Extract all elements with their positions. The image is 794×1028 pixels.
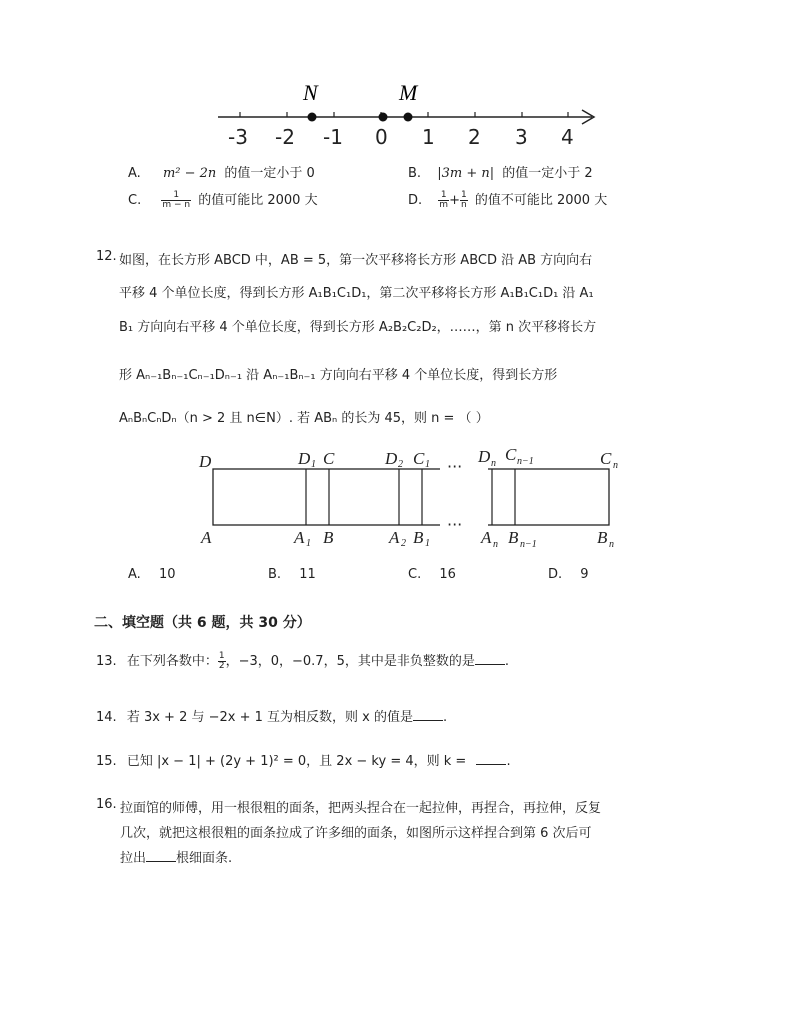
label-d2-sub: 2	[398, 459, 403, 470]
label-dn-sub: n	[491, 458, 496, 469]
bottom-dots: ···	[447, 515, 463, 534]
tick-label: -1	[323, 125, 343, 149]
question-text: 根细面条.	[176, 851, 233, 866]
label-c1: C	[413, 449, 425, 468]
fraction-numerator: 1	[460, 190, 467, 200]
tick-label: 0	[375, 125, 388, 149]
fraction	[161, 191, 191, 210]
rectangle-outline	[213, 469, 609, 525]
label-bn1: B	[508, 528, 519, 547]
point-m-label: M	[399, 80, 418, 105]
top-vertex-labels	[198, 445, 618, 471]
q12-line-1: 如图，在长方形 ABCD 中，AB = 5，第一次平移将长方形 ABCD 沿 AB 方向向右	[119, 253, 593, 268]
tick-label: 4	[561, 125, 574, 149]
fraction-numerator: 1	[218, 651, 225, 661]
label-d2: D	[385, 449, 398, 468]
top-dots: ···	[447, 457, 463, 476]
q16-line-1: 拉面馆的师傅，用一根很粗的面条，把两头捏合在一起拉伸，再捏合，再拉伸，反复	[120, 801, 602, 816]
option-text: 的值可能比 2000 大	[198, 193, 318, 208]
option-text: 的值不可能比 2000 大	[474, 193, 608, 208]
q13	[96, 650, 509, 671]
fraction-denominator: m − n	[162, 200, 191, 210]
label-cn1-sub: n−1	[517, 456, 534, 467]
label-dn: D	[478, 447, 491, 466]
q12-line-2: 平移 4 个单位长度，得到长方形 A₁B₁C₁D₁，第二次平移将长方形 A₁B₁C₁D₁ 沿 A₁	[119, 286, 594, 301]
label-an-sub: n	[493, 539, 498, 550]
label-bn: B	[597, 528, 608, 547]
fraction-denominator: m	[439, 200, 449, 210]
question-text: 在下列各数中：	[126, 654, 218, 669]
fraction-denominator: n	[460, 200, 467, 210]
option-label: D.	[548, 567, 563, 582]
option-expression: |3m + n|	[437, 166, 495, 181]
point-m-dot	[404, 113, 413, 122]
option-label: C.	[128, 193, 142, 208]
label-a1-sub: 1	[306, 538, 311, 549]
fraction	[218, 652, 226, 671]
option-label: B.	[268, 567, 282, 582]
option-value: 16	[439, 567, 456, 582]
tick-label: 2	[468, 125, 481, 149]
q12-option-d[interactable]	[548, 567, 589, 582]
q15	[96, 750, 511, 769]
q11-option-a[interactable]	[128, 162, 315, 181]
option-expression: m² − 2n	[162, 166, 217, 181]
option-label: A.	[128, 567, 141, 582]
point-n-label: N	[303, 80, 318, 105]
option-value: 9	[580, 567, 589, 582]
question-text: 拉出	[120, 851, 147, 866]
q12-line-3: B₁ 方向向右平移 4 个单位长度，得到长方形 A₂B₂C₂D₂，……，第 n 次平移将长方	[119, 320, 597, 335]
q12-option-c[interactable]	[408, 567, 456, 582]
q12-option-b[interactable]	[268, 567, 316, 582]
label-d1: D	[298, 449, 311, 468]
label-a2-sub: 2	[401, 538, 406, 549]
fraction-numerator: 1	[438, 191, 449, 201]
bottom-vertex-labels	[200, 528, 614, 550]
question-end: .	[506, 754, 511, 769]
fraction	[438, 191, 449, 210]
answer-blank[interactable]	[475, 652, 505, 665]
question-end: .	[443, 710, 448, 725]
answer-blank[interactable]	[476, 752, 506, 765]
option-text: 的值一定小于 2	[502, 166, 593, 181]
option-label: A.	[128, 166, 141, 181]
option-label: C.	[408, 567, 422, 582]
q11-option-d[interactable]	[408, 189, 607, 210]
q12-line-4: 形 Aₙ₋₁Bₙ₋₁Cₙ₋₁Dₙ₋₁ 沿 Aₙ₋₁Bₙ₋₁ 方向向右平移 4 个单位长度，得到长方形	[119, 368, 558, 383]
label-a: A	[201, 528, 212, 547]
section-title: 二、填空题（共 6 题，共 30 分）	[94, 615, 311, 631]
option-value: 10	[158, 567, 176, 582]
tick-label: -3	[228, 125, 248, 149]
option-text: 的值一定小于 0	[224, 166, 315, 181]
point-zero-dot	[379, 113, 388, 122]
label-a2: A	[389, 528, 400, 547]
label-d1-sub: 1	[311, 459, 316, 470]
tick-labels	[228, 125, 574, 149]
label-bn1-sub: n−1	[520, 539, 537, 550]
question-text: 若 3x + 2 与 −2x + 1 互为相反数，则 x 的值是	[126, 710, 413, 725]
label-b1-sub: 1	[425, 538, 430, 549]
tick-label: -2	[275, 125, 295, 149]
label-an: A	[481, 528, 492, 547]
label-bn-sub: n	[609, 539, 614, 550]
question-number: 15.	[96, 754, 117, 769]
label-b1: B	[413, 528, 424, 547]
tick-label: 3	[515, 125, 528, 149]
tick-label: 1	[422, 125, 435, 149]
label-a1: A	[294, 528, 305, 547]
q12-line-5: AₙBₙCₙDₙ（n > 2 且 n∈N）. 若 ABₙ 的长为 45，则 n = （ ）	[119, 411, 489, 426]
q11-option-c[interactable]	[128, 189, 318, 210]
label-cn: C	[600, 449, 612, 468]
q12-number: 12.	[96, 249, 117, 264]
q16-number: 16.	[96, 797, 117, 812]
option-value: 11	[299, 567, 316, 582]
option-label: D.	[408, 193, 423, 208]
rectangle-translation-figure	[195, 440, 635, 560]
answer-blank[interactable]	[146, 849, 176, 862]
point-n-dot	[308, 113, 317, 122]
fraction-numerator: 1	[161, 191, 191, 201]
question-end: .	[504, 654, 509, 669]
q11-option-b[interactable]	[408, 162, 593, 181]
q16-line-3	[120, 847, 232, 866]
fraction-denominator: 2	[218, 661, 225, 671]
option-label: B.	[408, 166, 422, 181]
question-number: 14.	[96, 710, 117, 725]
fraction	[460, 191, 468, 210]
q14	[96, 706, 447, 725]
label-cn1: C	[505, 445, 517, 464]
question-text: 已知 |x − 1| + (2y + 1)² = 0，且 2x − ky = 4，则 k =	[126, 754, 471, 769]
label-d: D	[199, 452, 212, 471]
number-line	[200, 78, 610, 158]
question-number: 13.	[96, 654, 117, 669]
question-text: ，−3，0，−0.7，5，其中是非负整数的是	[225, 654, 475, 669]
q16-line-2: 几次，就把这根很粗的面条拉成了许多细的面条，如图所示这样捏合到第 6 次后可	[120, 826, 592, 841]
label-cn-sub: n	[613, 460, 618, 471]
label-c1-sub: 1	[425, 459, 430, 470]
q12-option-a[interactable]	[128, 567, 175, 582]
label-c: C	[323, 449, 335, 468]
plus-sign: +	[449, 193, 460, 208]
answer-blank[interactable]	[413, 708, 443, 721]
label-b: B	[323, 528, 334, 547]
